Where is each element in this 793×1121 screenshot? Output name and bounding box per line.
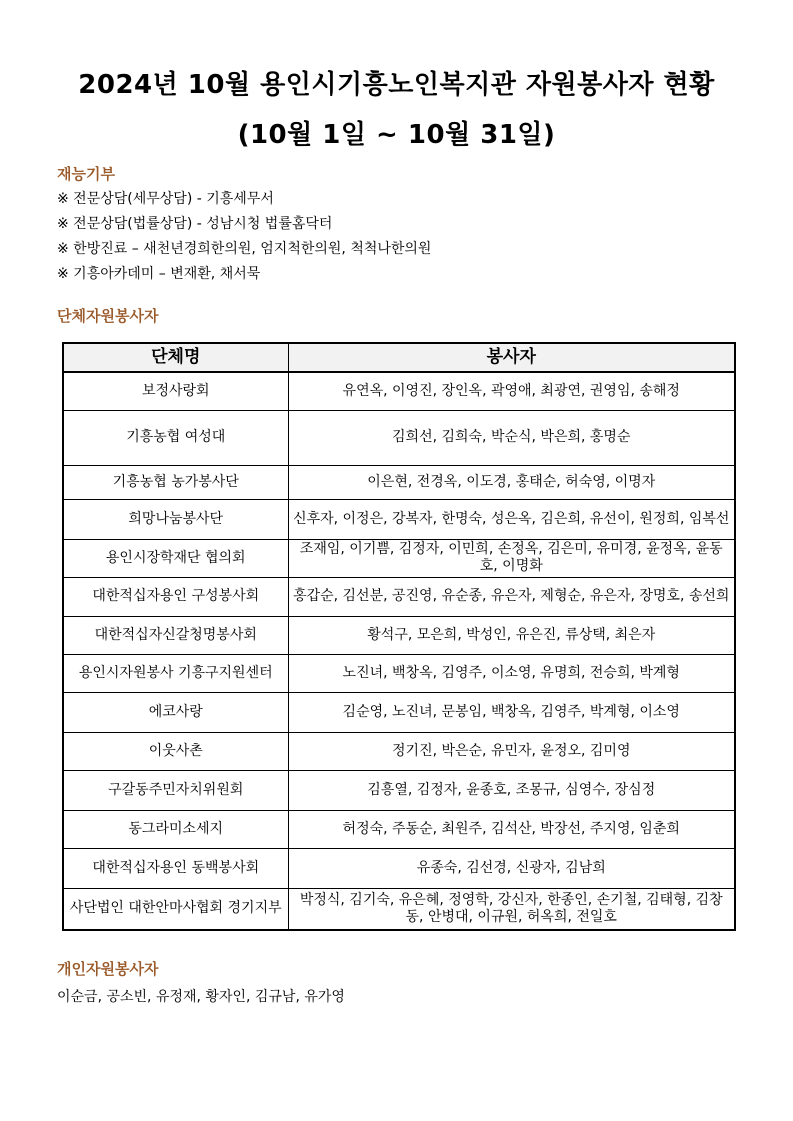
volunteers-cell: 신후자, 이정은, 강복자, 한명숙, 성은옥, 김은희, 유선이, 원정희, 임복선 <box>288 499 735 539</box>
org-cell: 대한적십자용인 구성봉사회 <box>63 577 288 616</box>
table-row <box>63 499 735 539</box>
table-row <box>63 372 735 410</box>
org-cell: 희망나눔봉사단 <box>63 499 288 539</box>
talent-item: ※ 전문상담(법률상담) - 성남시청 법률홈닥터 <box>57 216 333 232</box>
volunteers-cell: 유종숙, 김선경, 신광자, 김남희 <box>288 848 735 888</box>
org-cell: 대한적십자용인 동백봉사회 <box>63 848 288 888</box>
table-row <box>63 692 735 732</box>
group-volunteer-table <box>62 342 736 931</box>
org-cell: 이웃사촌 <box>63 732 288 770</box>
volunteers-cell: 조재임, 이기쁨, 김정자, 이민희, 손정옥, 김은미, 유미경, 윤정옥, 윤동호, 이명화 <box>288 539 735 577</box>
table-row <box>63 577 735 616</box>
page-subtitle-period: (10월 1일 ~ 10월 31일) <box>237 120 556 150</box>
page-title: 2024년 10월 용인시기흥노인복지관 자원봉사자 현황 <box>78 70 715 100</box>
group-heading: 단체자원봉사자 <box>57 307 159 325</box>
table-row <box>63 616 735 654</box>
volunteers-cell: 노진녀, 백창옥, 김영주, 이소영, 유명희, 전승희, 박계형 <box>288 654 735 692</box>
volunteers-cell: 이은현, 전경옥, 이도경, 홍태순, 허숙영, 이명자 <box>288 465 735 499</box>
volunteers-cell: 김희선, 김희숙, 박순식, 박은희, 홍명순 <box>288 410 735 465</box>
talent-item: ※ 기흥아카데미 – 변재환, 채서묵 <box>57 266 261 282</box>
org-cell: 에코사랑 <box>63 692 288 732</box>
table-row <box>63 654 735 692</box>
org-cell: 기흥농협 농가봉사단 <box>63 465 288 499</box>
talent-item: ※ 한방진료 – 새천년경희한의원, 엄지척한의원, 척척나한의원 <box>57 241 432 257</box>
org-cell: 대한적십자신갈청명봉사회 <box>63 616 288 654</box>
table-row <box>63 848 735 888</box>
org-cell: 사단법인 대한안마사협회 경기지부 <box>63 888 288 930</box>
volunteers-cell: 황석구, 모은희, 박성인, 유은진, 류상택, 최은자 <box>288 616 735 654</box>
column-header-org: 단체명 <box>63 343 288 372</box>
volunteers-cell: 김순영, 노진녀, 문봉임, 백창옥, 김영주, 박계형, 이소영 <box>288 692 735 732</box>
table-row <box>63 465 735 499</box>
column-header-volunteers: 봉사자 <box>288 343 735 372</box>
org-cell: 용인시자원봉사 기흥구지원센터 <box>63 654 288 692</box>
individual-volunteer-names: 이순금, 공소빈, 유정재, 황자인, 김규남, 유가영 <box>57 989 345 1005</box>
volunteers-cell: 정기진, 박은순, 유민자, 윤정오, 김미영 <box>288 732 735 770</box>
volunteers-cell: 홍갑순, 김선분, 공진영, 유순종, 유은자, 제형순, 유은자, 장명호, 송선희 <box>288 577 735 616</box>
org-cell: 기흥농협 여성대 <box>63 410 288 465</box>
talent-heading: 재능기부 <box>57 165 115 183</box>
org-cell: 용인시장학재단 협의회 <box>63 539 288 577</box>
table-row <box>63 888 735 930</box>
table-row <box>63 810 735 848</box>
table-header-row <box>63 343 735 372</box>
org-cell: 동그라미소세지 <box>63 810 288 848</box>
table-row <box>63 410 735 465</box>
org-cell: 보정사랑회 <box>63 372 288 410</box>
table-row <box>63 732 735 770</box>
table-row <box>63 539 735 577</box>
talent-item: ※ 전문상담(세무상담) - 기흥세무서 <box>57 191 274 207</box>
table-row <box>63 770 735 810</box>
individual-heading: 개인자원봉사자 <box>57 960 159 978</box>
volunteers-cell: 김흥열, 김정자, 윤종호, 조몽규, 심영수, 장심정 <box>288 770 735 810</box>
volunteers-cell: 허정숙, 주동순, 최원주, 김석산, 박장선, 주지영, 임춘희 <box>288 810 735 848</box>
volunteers-cell: 박정식, 김기숙, 유은혜, 정영학, 강신자, 한종인, 손기철, 김태형, 김창동, 안병대, 이규원, 허옥희, 전일호 <box>288 888 735 930</box>
org-cell: 구갈동주민자치위원회 <box>63 770 288 810</box>
volunteers-cell: 유연옥, 이영진, 장인옥, 곽영애, 최광연, 권영임, 송해정 <box>288 372 735 410</box>
